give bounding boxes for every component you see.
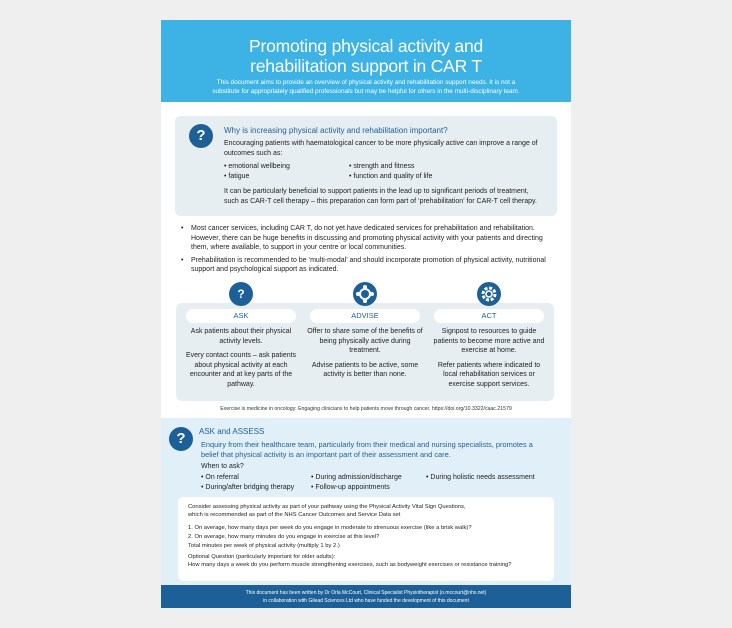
step-paragraph: Ask patients about their physical activity levels. (190, 328, 292, 345)
ask-assess-title: ASK and ASSESS (199, 427, 265, 436)
why-intro: Encouraging patients with haematological cancer to be more physically active can improve a range of outcomes such as: (224, 140, 538, 157)
footer-banner (161, 585, 571, 608)
step-ask (181, 282, 301, 402)
step-label: ASK (186, 309, 296, 323)
step-paragraph: Every contact counts – ask patients about physical activity at each encounter and at key parts of the pathway. (185, 352, 297, 388)
page-subtitle (179, 78, 553, 96)
footer-line-1: This document has been written by Dr Orla McCourt, Clinical Specialist Physiotherapist (o.mccourt@nhs.net) (245, 590, 487, 596)
pavs-intro-line-2: which is recommended as part of the NHS Cancer Outcomes and Service Data set (188, 512, 401, 518)
pavs-total: Total minutes per week of physical activity (multiply 1 by 2.) (188, 543, 340, 549)
step-paragraph: Advise patients to be active, some activity is better than none. (311, 361, 419, 378)
key-points-list (181, 224, 561, 278)
pavs-intro-line-1: Consider assessing physical activity as part of your pathway using the Physical Activity Vital Sign Questions, (188, 504, 466, 510)
ask-assess-intro: Enquiry from their healthcare team, particularly from their medical and nursing specialists, promotes a belief that physical activity is an important part of their assessment and care. (201, 440, 533, 459)
why-title: Why is increasing physical activity and rehabilitation important? (224, 126, 448, 135)
page-title (161, 36, 571, 76)
when-item: • During holistic needs assessment (426, 473, 535, 483)
step-text (431, 327, 547, 394)
outcomes-list-right (349, 162, 432, 181)
outcome-item: • function and quality of life (349, 172, 432, 182)
advise-icon (353, 282, 377, 306)
question-icon: ? (169, 427, 193, 451)
document-page (161, 20, 571, 608)
when-list-col2 (311, 473, 402, 493)
why-more-text: It can be particularly beneficial to support patients in the lead up to significant periods of treatment, such as CAR-T cell therapy – this preparation can form part of ‘prehabilitation’ for CAR-T cell therapy. (224, 188, 537, 205)
step-label: ACT (434, 309, 544, 323)
step-advise (305, 282, 425, 402)
pavs-question-3: How many days a week do you perform muscle strengthening exercises, such as bodyweight exercises or resistance training? (188, 562, 512, 568)
pavs-question-1: 1. On average, how many days per week do you engage in moderate to strenuous exercise (like a brisk walk)? (188, 525, 472, 531)
gear-icon (477, 282, 501, 306)
pavs-question-2: 2. On average, how many minutes do you engage in exercise at this level? (188, 534, 380, 540)
outcome-item: • fatigue (224, 172, 290, 182)
question-icon: ? (229, 282, 253, 306)
step-paragraph: Offer to share some of the benefits of being physically active during treatment. (307, 328, 423, 354)
outcome-item: • strength and fitness (349, 162, 432, 172)
step-label: ADVISE (310, 309, 420, 323)
step-paragraph: Signpost to resources to guide patients to become more active and exercise at home. (433, 328, 545, 354)
subtitle-line-2: substitute for appropriately qualified professionals but may be helpful for others in the multi-disciplinary team. (212, 88, 520, 95)
when-item: • During/after bridging therapy (201, 483, 294, 493)
key-point: • Most cancer services, including CAR T, do not yet have dedicated services for prehabilitation and rehabilitation. However, there can be huge benefits in discussing and promoting physical activity with your patients and directing them, where available, to support in your centre or local communities. (181, 224, 561, 253)
subtitle-line-1: This document aims to provide an overview of physical activity and rehabilitation support needs. It is not a (216, 79, 516, 86)
when-list-col1 (201, 473, 294, 493)
step-act (429, 282, 549, 402)
outcome-item: • emotional wellbeing (224, 162, 290, 172)
pavs-optional: Optional Question (particularly important for older adults): (188, 554, 336, 560)
outcomes-list-left (224, 162, 290, 181)
title-line-2: rehabilitation support in CAR T (250, 56, 482, 76)
footer-line-2: in collaboration with Gilead Sciences Ltd who have funded the development of this document (263, 598, 469, 604)
when-item: • On referral (201, 473, 294, 483)
when-item: • During admission/discharge (311, 473, 402, 483)
reference-citation: Exercise is medicine in oncology: Engaging clinicians to help patients move through cancer. https://doi.org/10.3322/caac.21579 (220, 406, 512, 412)
title-line-1: Promoting physical activity and (248, 36, 484, 56)
question-icon: ? (189, 124, 213, 148)
step-text (183, 327, 299, 394)
when-to-ask-label: When to ask? (201, 463, 244, 470)
step-text (307, 327, 423, 385)
when-list-col3 (426, 473, 535, 483)
key-point: • Prehabilitation is recommended to be ‘multi-modal’ and should incorporate promotion of physical activity, nutritional support and psychological support as indicated. (181, 256, 561, 275)
when-item: • Follow-up appointments (311, 483, 402, 493)
header-banner (161, 20, 571, 102)
step-paragraph: Refer patients where indicated to local rehabilitation services or exercise support services. (437, 361, 541, 388)
